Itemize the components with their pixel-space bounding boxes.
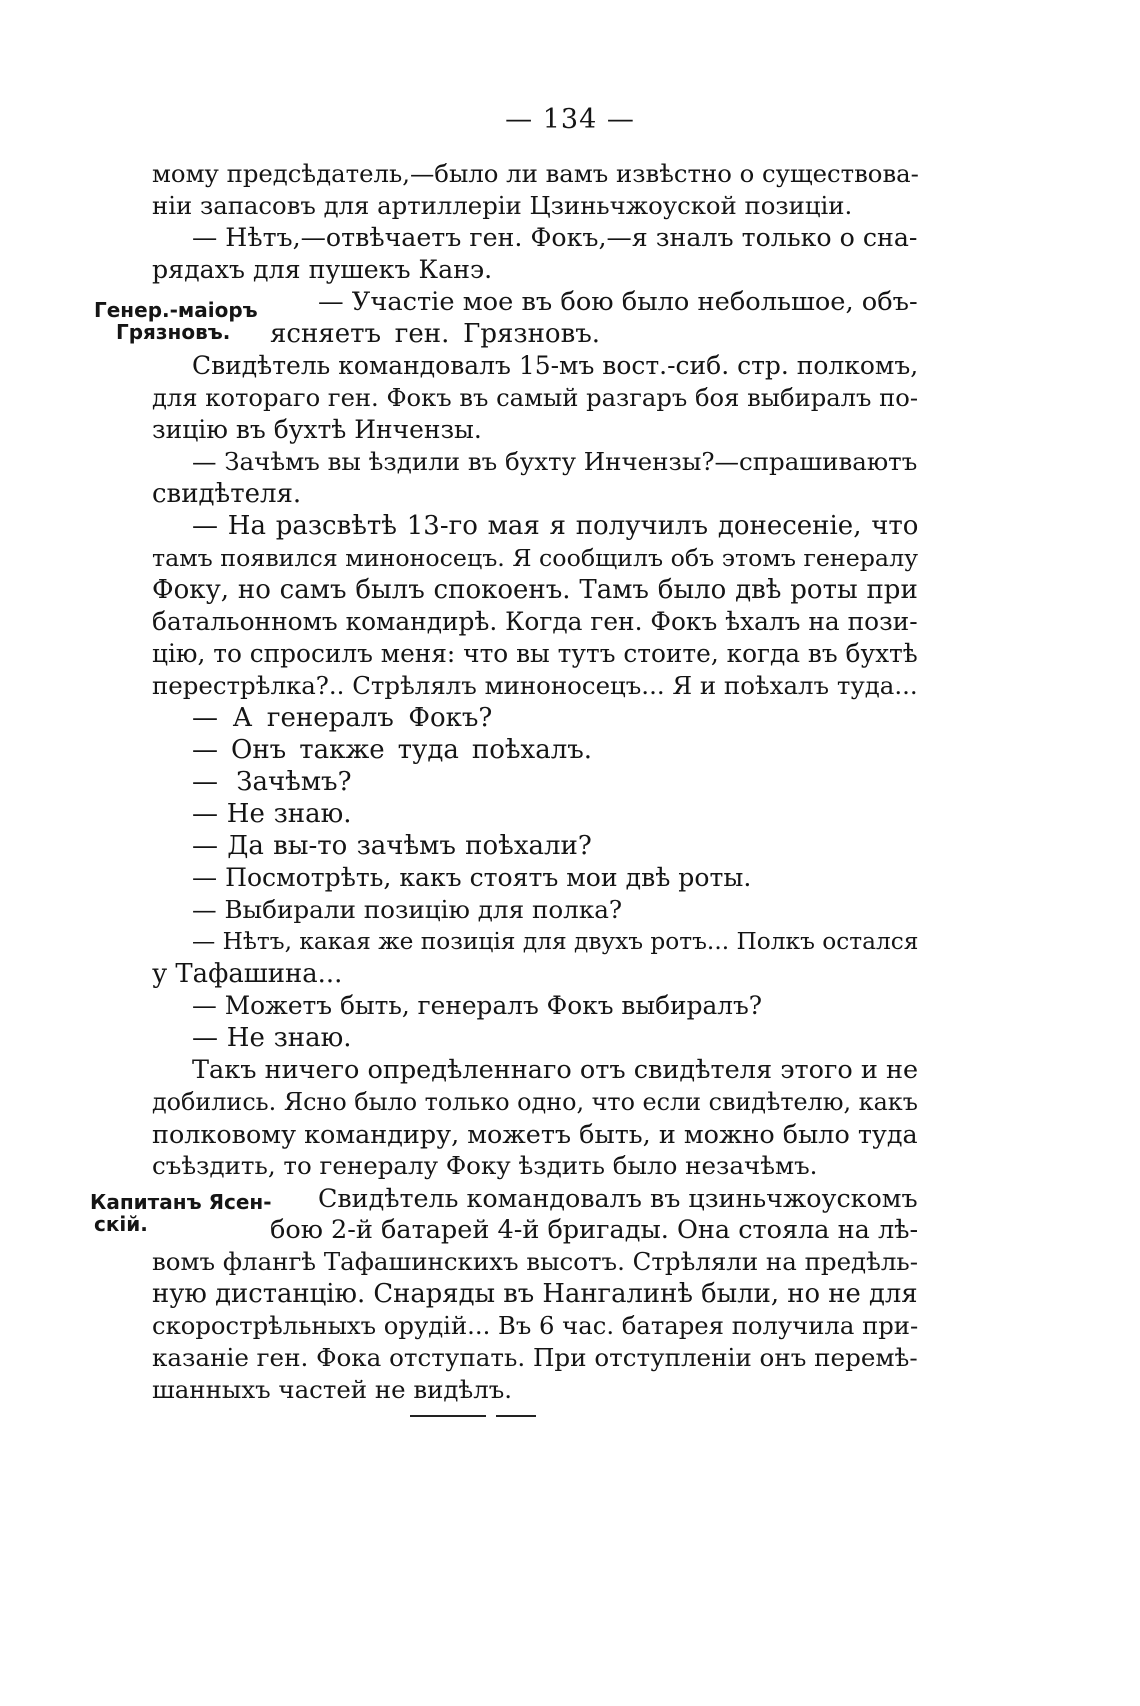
text-line: съѣздить, то генералу Фоку ѣздить было незачѣмъ. xyxy=(152,1151,818,1180)
margin-note-yasenskiy-line-2: скій. xyxy=(94,1212,148,1236)
text-line: скорострѣльныхъ орудій... Въ 6 час. батарея получила при- xyxy=(152,1311,918,1340)
text-line: у Тафашина... xyxy=(152,959,342,989)
text-line: добились. Ясно было только одно, что если свидѣтелю, какъ xyxy=(152,1088,918,1116)
text-line: цію, то спросилъ меня: что вы тутъ стоите, когда въ бухтѣ xyxy=(152,639,918,668)
text-line: казаніе ген. Фока отступать. При отступленіи онъ перемѣ- xyxy=(152,1343,918,1372)
text-line: ясняетъ ген. Грязновъ. xyxy=(270,319,600,349)
closing-rule xyxy=(496,1415,536,1417)
text-line: мому предсѣдатель,—было ли вамъ извѣстно о существова- xyxy=(152,159,919,188)
text-line: — Зачѣмъ вы ѣздили въ бухту Инчензы?—спрашиваютъ xyxy=(192,447,918,476)
text-line: зицію въ бухтѣ Инчензы. xyxy=(152,415,482,444)
text-line: шанныхъ частей не видѣлъ. xyxy=(152,1375,512,1404)
text-line: — Да вы-то зачѣмъ поѣхали? xyxy=(192,831,592,861)
text-line: Свидѣтель командовалъ 15-мъ вост.-сиб. стр. полкомъ, xyxy=(192,351,918,380)
margin-note-gryaznov-line-2: Грязновъ. xyxy=(116,320,231,344)
text-line: — Зачѣмъ? xyxy=(192,767,352,797)
text-line: перестрѣлка?.. Стрѣлялъ миноносецъ... Я и поѣхалъ туда... xyxy=(152,671,918,700)
text-line: — А генералъ Фокъ? xyxy=(192,703,492,733)
text-line: бою 2-й батарей 4-й бригады. Она стояла на лѣ- xyxy=(270,1215,918,1245)
text-line: для котораго ген. Фокъ въ самый разгаръ боя выбиралъ по- xyxy=(152,384,918,412)
text-line: — Можетъ быть, генералъ Фокъ выбиралъ? xyxy=(192,991,762,1020)
text-line: — Не знаю. xyxy=(192,799,352,829)
page-number: — 134 — xyxy=(505,104,635,135)
text-line: — Выбирали позицію для полка? xyxy=(192,895,622,924)
text-line: — Участіе мое въ бою было небольшое, объ- xyxy=(318,287,918,317)
text-line: батальонномъ командирѣ. Когда ген. Фокъ ѣхалъ на пози- xyxy=(152,607,918,636)
text-line: — На разсвѣтѣ 13-го мая я получилъ донесеніе, что xyxy=(192,511,918,541)
text-line: тамъ появился миноносецъ. Я сообщилъ объ этомъ генералу xyxy=(152,544,918,572)
text-line: — Не знаю. xyxy=(192,1023,352,1053)
closing-rule xyxy=(410,1415,486,1417)
text-line: — Нѣтъ,—отвѣчаетъ ген. Фокъ,—я зналъ только о сна- xyxy=(192,223,918,252)
text-line: Свидѣтель командовалъ въ цзиньчжоускомъ xyxy=(318,1183,918,1213)
text-line: свидѣтеля. xyxy=(152,479,302,509)
text-line: Фоку, но самъ былъ спокоенъ. Тамъ было двѣ роты при xyxy=(152,575,918,605)
margin-note-gryaznov-line-1: Генер.-маіоръ xyxy=(94,298,258,322)
text-line: полковому командиру, можетъ быть, и можно было туда xyxy=(152,1119,918,1149)
text-line: — Нѣтъ, какая же позиція для двухъ ротъ... Полкъ остался xyxy=(192,928,918,955)
text-line: вомъ флангѣ Тафашинскихъ высотъ. Стрѣляли на предѣль- xyxy=(152,1247,918,1276)
text-line: ніи запасовъ для артиллеріи Цзиньчжоуской позиціи. xyxy=(152,191,852,220)
text-line: ную дистанцію. Снаряды въ Нангалинѣ были, но не для xyxy=(152,1279,918,1309)
margin-note-yasenskiy-line-1: Капитанъ Ясен- xyxy=(90,1190,272,1214)
text-line: — Онъ также туда поѣхалъ. xyxy=(192,735,592,765)
text-line: — Посмотрѣть, какъ стоятъ мои двѣ роты. xyxy=(192,863,752,892)
text-line: рядахъ для пушекъ Канэ. xyxy=(152,255,492,284)
text-line: Такъ ничего опредѣленнаго отъ свидѣтеля этого и не xyxy=(192,1055,918,1085)
